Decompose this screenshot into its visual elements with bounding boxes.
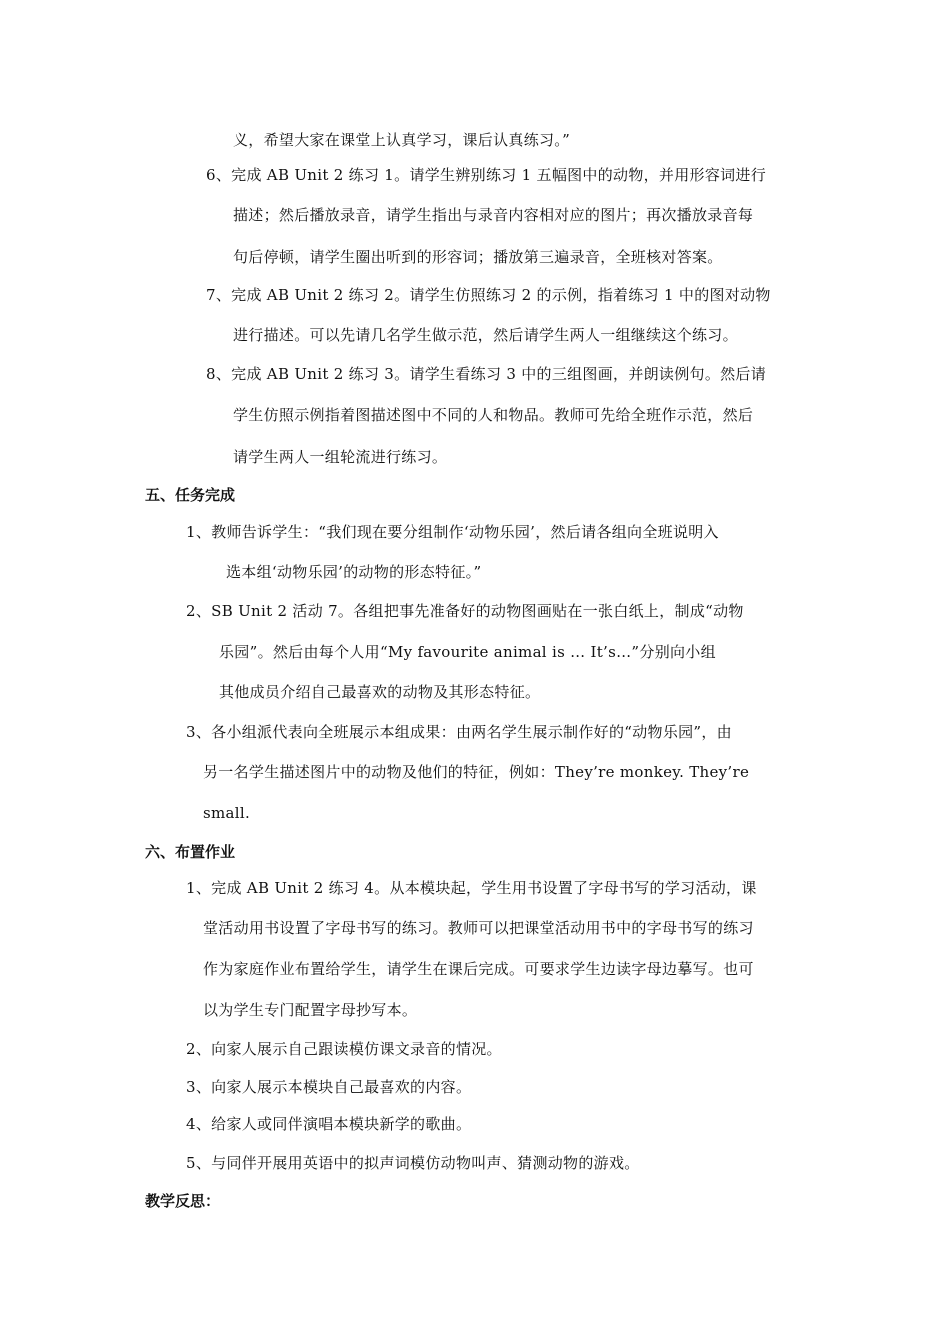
section-heading: 五、任务完成 [145,486,236,504]
paragraph-line: 义，希望大家在课堂上认真学习，课后认真练习。” [233,131,571,149]
paragraph-line: 描述；然后播放录音，请学生指出与录音内容相对应的图片；再次播放录音每 [233,206,754,224]
paragraph-line: 1、教师告诉学生：“我们现在要分组制作‘动物乐园’，然后请各组向全班说明入 [186,523,719,541]
paragraph-line: 2、向家人展示自己跟读模仿课文录音的情况。 [186,1040,502,1058]
paragraph-line: 句后停顿，请学生圈出听到的形容词；播放第三遍录音，全班核对答案。 [233,248,723,266]
paragraph-line: 8、完成 AB Unit 2 练习 3。请学生看练习 3 中的三组图画，并朗读例句。然后请 [206,365,767,383]
paragraph-line: 选本组‘动物乐园’的动物的形态特征。” [226,563,482,581]
paragraph-line: 4、给家人或同伴演唱本模块新学的歌曲。 [186,1115,472,1133]
paragraph-line: 3、各小组派代表向全班展示本组成果：由两名学生展示制作好的“动物乐园”，由 [186,723,732,741]
paragraph-line: 学生仿照示例指着图描述图中不同的人和物品。教师可先给全班作示范，然后 [233,406,754,424]
section-heading: 六、布置作业 [145,843,236,861]
paragraph-line: 其他成员介绍自己最喜欢的动物及其形态特征。 [219,683,541,701]
paragraph-line: small. [203,804,251,822]
paragraph-line: 另一名学生描述图片中的动物及他们的特征，例如：They’re monkey. They’re [203,763,750,781]
paragraph-line: 2、SB Unit 2 活动 7。各组把事先准备好的动物图画贴在一张白纸上，制成“动物 [186,602,744,620]
paragraph-line: 请学生两人一组轮流进行练习。 [233,448,448,466]
section-heading: 教学反思： [145,1192,221,1210]
paragraph-line: 7、完成 AB Unit 2 练习 2。请学生仿照练习 2 的示例，指着练习 1 中的图对动物 [206,286,771,304]
paragraph-line: 1、完成 AB Unit 2 练习 4。从本模块起，学生用书设置了字母书写的学习活动，课 [186,879,757,897]
paragraph-line: 进行描述。可以先请几名学生做示范，然后请学生两人一组继续这个练习。 [233,326,738,344]
paragraph-line: 乐园”。然后由每个人用“My favourite animal is … It’s…”分别向小组 [219,643,716,661]
paragraph-line: 5、与同伴开展用英语中的拟声词模仿动物叫声、猜测动物的游戏。 [186,1154,640,1172]
paragraph-line: 作为家庭作业布置给学生，请学生在课后完成。可要求学生边读字母边摹写。也可 [203,960,754,978]
paragraph-line: 6、完成 AB Unit 2 练习 1。请学生辨别练习 1 五幅图中的动物，并用形容词进行 [206,166,767,184]
paragraph-line: 堂活动用书设置了字母书写的练习。教师可以把课堂活动用书中的字母书写的练习 [203,919,754,937]
paragraph-line: 3、向家人展示本模块自己最喜欢的内容。 [186,1078,472,1096]
paragraph-line: 以为学生专门配置字母抄写本。 [203,1001,418,1019]
